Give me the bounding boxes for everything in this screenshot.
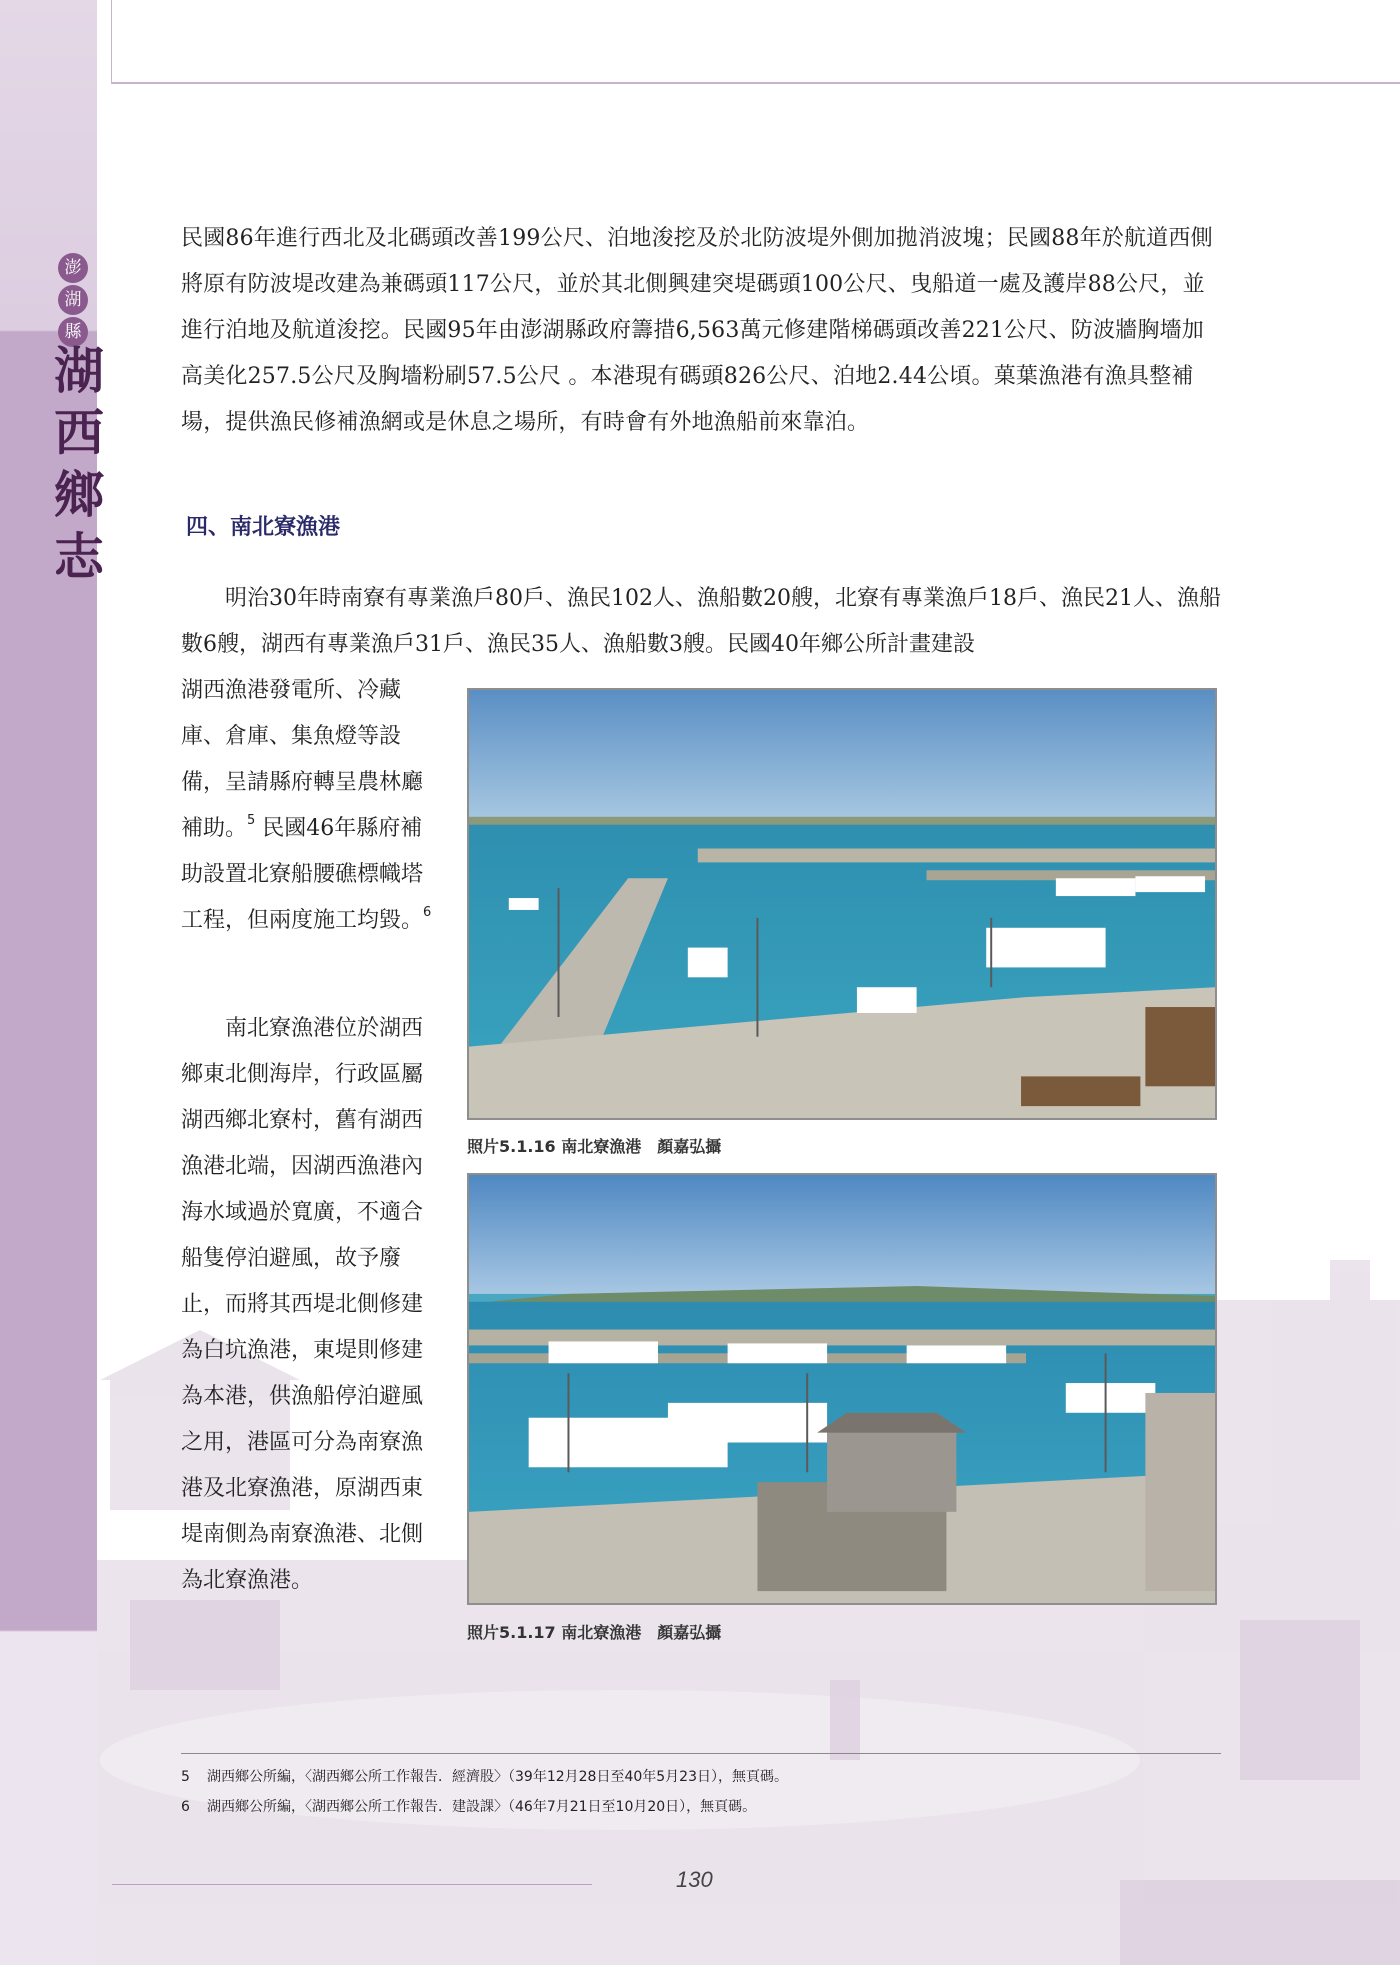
header-rule xyxy=(112,82,1400,84)
book-title xyxy=(50,340,108,588)
paragraph-3-text-a: 湖西漁港發電所、冷藏庫、倉庫、集魚燈等設備，呈請縣府轉呈農林廳補助。 xyxy=(181,678,424,841)
book-title-char-4: 志 xyxy=(54,527,104,586)
footnote-ref-5[interactable]: 5 xyxy=(247,813,256,828)
book-title-char-3: 鄉 xyxy=(54,465,104,524)
county-seal-char-1: 澎 xyxy=(58,253,88,283)
paragraph-3-text-b: 民國46年縣府補助設置北寮船腰礁標幟塔工程，但兩度施工均毀。 xyxy=(181,816,424,933)
book-title-char-2: 西 xyxy=(54,403,104,462)
book-title-char-1: 湖 xyxy=(54,341,104,400)
footer-rule xyxy=(112,1884,592,1885)
footnote-rule xyxy=(181,1753,1221,1754)
footnote-text: 湖西鄉公所編，〈湖西鄉公所工作報告．建設課〉（46年7月21日至10月20日），無頁碼。 xyxy=(207,1799,757,1815)
footnote-ref-6[interactable]: 6 xyxy=(423,905,432,920)
body-paragraph-2: 明治30年時南寮有專業漁戶80戶、漁民102人、漁船數20艘，北寮有專業漁戶18戶、漁民21人、漁船數6艘，湖西有專業漁戶31戶、漁民35人、漁船數3艘。民國40年鄉公所計畫建設 xyxy=(181,586,1221,657)
section-heading: 四、南北寮漁港 xyxy=(186,514,341,540)
photo-2-caption: 照片5.1.17 南北寮漁港 顏嘉弘攝 xyxy=(467,1623,722,1642)
footnote-number: 6 xyxy=(181,1799,190,1815)
county-seal-char-2: 湖 xyxy=(58,285,88,315)
body-paragraph-3 xyxy=(181,668,441,944)
footnote-6 xyxy=(181,1796,1221,1816)
footnote-5 xyxy=(181,1766,1221,1786)
photo-1-caption: 照片5.1.16 南北寮漁港 顏嘉弘攝 xyxy=(467,1137,722,1156)
harbor-photo-2 xyxy=(467,1173,1217,1605)
footnote-number: 5 xyxy=(181,1769,190,1785)
footnote-text: 湖西鄉公所編，〈湖西鄉公所工作報告．經濟股〉（39年12月28日至40年5月23日），無頁碼。 xyxy=(207,1769,788,1785)
body-paragraph-4: 南北寮漁港位於湖西鄉東北側海岸，行政區屬湖西鄉北寮村，舊有湖西漁港北端，因湖西漁港內海水域過於寬廣，不適合船隻停泊避風，故予廢止，而將其西堤北側修建為白坑漁港，東堤則修建為本港，供漁船停泊避風之用，港區可分為南寮漁港及北寮漁港，原湖西東堤南側為南寮漁港、北側為北寮漁港。 xyxy=(181,1016,424,1593)
county-seal-char-3: 縣 xyxy=(58,317,88,347)
harbor-photo-1 xyxy=(467,688,1217,1120)
page-number: 130 xyxy=(676,1867,713,1892)
header-vertical-rule xyxy=(111,0,112,84)
body-paragraph-1: 民國86年進行西北及北碼頭改善199公尺、泊地浚挖及於北防波堤外側加拋消波塊；民國88年於航道西側將原有防波堤改建為兼碼頭117公尺，並於其北側興建突堤碼頭100公尺、曳船道一處及護岸88公尺，並進行泊地及航道浚挖。民國95年由澎湖縣政府籌措6,563萬元修建階梯碼頭改善221公尺、防波牆胸墻加高美化257.5公尺及胸墻粉刷57.5公尺 。本港現有碼頭826公尺、泊地2.44公頃。菓葉漁港有漁具整補場，提供漁民修補漁網或是休息之場所，有時會有外地漁船前來靠泊。 xyxy=(181,226,1213,435)
